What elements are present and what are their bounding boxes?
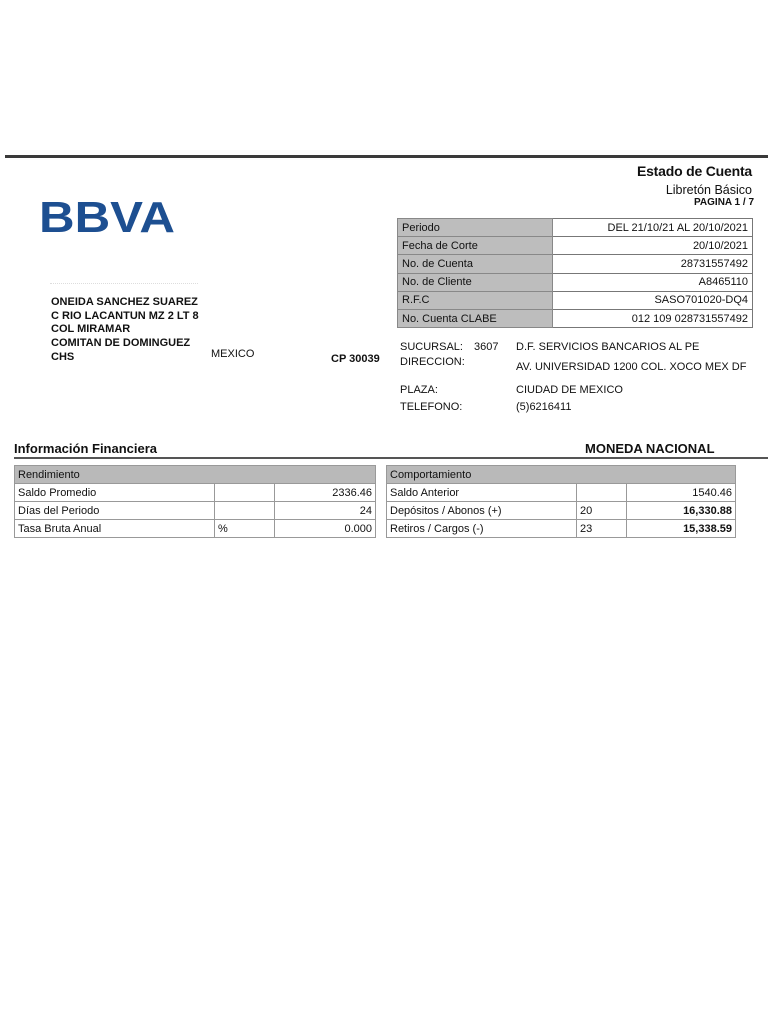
plaza-value: CIUDAD DE MEXICO xyxy=(516,384,623,396)
row-label: Saldo Promedio xyxy=(15,484,215,502)
table-row xyxy=(398,255,753,273)
row-value: 24 xyxy=(275,502,376,520)
customer-postal-code: CP 30039 xyxy=(331,353,380,365)
phone-value: (5)6216411 xyxy=(516,401,572,413)
row-unit: % xyxy=(215,520,275,538)
table-header: Comportamiento xyxy=(387,466,736,484)
table-row xyxy=(15,520,376,538)
customer-name: ONEIDA SANCHEZ SUAREZ xyxy=(51,296,198,308)
plaza-label: PLAZA: xyxy=(400,384,438,396)
bbva-logo xyxy=(39,194,175,236)
info-label: Fecha de Corte xyxy=(398,237,553,255)
table-row xyxy=(398,273,753,291)
row-label: Tasa Bruta Anual xyxy=(15,520,215,538)
row-label: Retiros / Cargos (-) xyxy=(387,520,577,538)
info-label: Periodo xyxy=(398,219,553,237)
branch-label: SUCURSAL: xyxy=(400,341,463,353)
branch-number: 3607 xyxy=(474,341,499,353)
section-title: Información Financiera xyxy=(14,441,158,456)
info-label: No. de Cliente xyxy=(398,273,553,291)
address-label: DIRECCION: xyxy=(400,356,465,368)
row-count: 20 xyxy=(577,502,627,520)
account-info-table xyxy=(397,218,753,328)
document-title: Estado de Cuenta xyxy=(636,163,752,179)
row-count xyxy=(577,484,627,502)
address-separator xyxy=(50,283,198,285)
table-row xyxy=(15,484,376,502)
info-label: No. Cuenta CLABE xyxy=(398,309,553,327)
info-value: 20/10/2021 xyxy=(553,237,753,255)
row-value: 2336.46 xyxy=(275,484,376,502)
branch-name: D.F. SERVICIOS BANCARIOS AL PE xyxy=(516,341,700,353)
page-indicator: PAGINA 1 / 7 xyxy=(693,197,754,208)
table-header: Rendimiento xyxy=(15,466,376,484)
info-value: 28731557492 xyxy=(553,255,753,273)
customer-city: COMITAN DE DOMINGUEZ xyxy=(51,337,191,349)
row-value: 0.000 xyxy=(275,520,376,538)
customer-colony: COL MIRAMAR xyxy=(51,323,131,335)
row-value: 15,338.59 xyxy=(627,520,736,538)
table-row xyxy=(398,237,753,255)
row-label: Depósitos / Abonos (+) xyxy=(387,502,577,520)
customer-street: C RIO LACANTUN MZ 2 LT 8 xyxy=(51,310,199,322)
rendimiento-table xyxy=(14,465,376,538)
info-value: 012 109 028731557492 xyxy=(553,309,753,327)
row-label: Días del Periodo xyxy=(15,502,215,520)
table-row xyxy=(15,502,376,520)
table-row xyxy=(398,219,753,237)
info-label: R.F.C xyxy=(398,291,553,309)
info-label: No. de Cuenta xyxy=(398,255,553,273)
product-name: Libretón Básico xyxy=(665,183,752,197)
row-unit xyxy=(215,484,275,502)
info-value: DEL 21/10/21 AL 20/10/2021 xyxy=(553,219,753,237)
phone-label: TELEFONO: xyxy=(400,401,463,413)
branch-address: AV. UNIVERSIDAD 1200 COL. XOCO MEX DF xyxy=(516,361,747,373)
table-row xyxy=(398,291,753,309)
customer-state: CHS xyxy=(51,351,75,363)
info-value: A8465110 xyxy=(553,273,753,291)
currency-label: MONEDA NACIONAL xyxy=(585,441,715,456)
table-row xyxy=(387,484,736,502)
info-value: SASO701020-DQ4 xyxy=(553,291,753,309)
row-value: 1540.46 xyxy=(627,484,736,502)
row-unit xyxy=(215,502,275,520)
row-label: Saldo Anterior xyxy=(387,484,577,502)
row-value: 16,330.88 xyxy=(627,502,736,520)
top-divider xyxy=(5,155,768,158)
bbva-logo-text: BBVA xyxy=(39,194,175,236)
customer-country: MEXICO xyxy=(211,348,255,360)
table-header-row xyxy=(387,466,736,484)
table-row xyxy=(398,309,753,327)
comportamiento-table xyxy=(386,465,736,538)
section-divider xyxy=(14,457,768,459)
table-row xyxy=(387,502,736,520)
row-count: 23 xyxy=(577,520,627,538)
table-row xyxy=(387,520,736,538)
table-header-row xyxy=(15,466,376,484)
